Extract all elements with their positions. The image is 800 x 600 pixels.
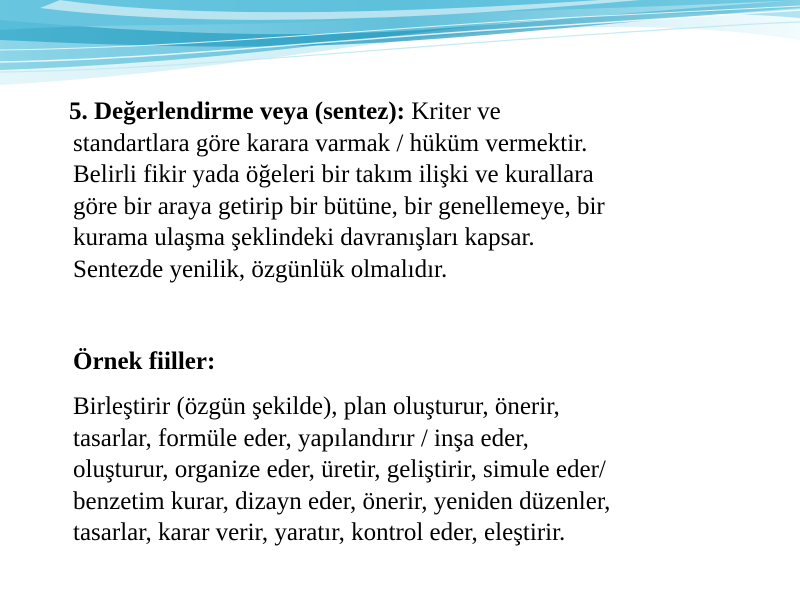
examples-line: tasarlar, karar verir, yaratır, kontrol eder, eleştirir. [73,519,566,546]
examples-line: oluşturur, organize eder, üretir, geliştirir, simule eder/ [73,456,606,483]
definition-line: Sentezde yenilik, özgünlük olmalıdır. [73,255,448,283]
definition-line: standartlara göre karara varmak / hüküm vermektir. [73,129,588,157]
examples-line: tasarlar, formüle eder, yapılandırır / inşa eder, [73,424,529,452]
definition-paragraph [69,96,783,285]
header-wave-decoration [0,0,800,95]
examples-line: Birleştirir (özgün şekilde), plan oluşturur, önerir, [73,393,560,420]
examples-line: benzetim kurar, dizayn eder, önerir, yeniden düzenler, [73,487,611,515]
examples-heading: Örnek fiiller: [73,348,216,375]
definition-line: göre bir araya getirip bir bütüne, bir genellemeye, bir [73,192,605,220]
definition-line-0-rest: Kriter ve [404,98,501,125]
examples-paragraph [73,391,783,549]
definition-line: kurama ulaşma şeklindeki davranışları kapsar. [73,224,535,251]
definition-line: Belirli fikir yada öğeleri bir takım ilişki ve kurallara [73,161,594,188]
definition-first-line [69,96,783,128]
definition-heading: 5. Değerlendirme veya (sentez): [69,98,405,125]
